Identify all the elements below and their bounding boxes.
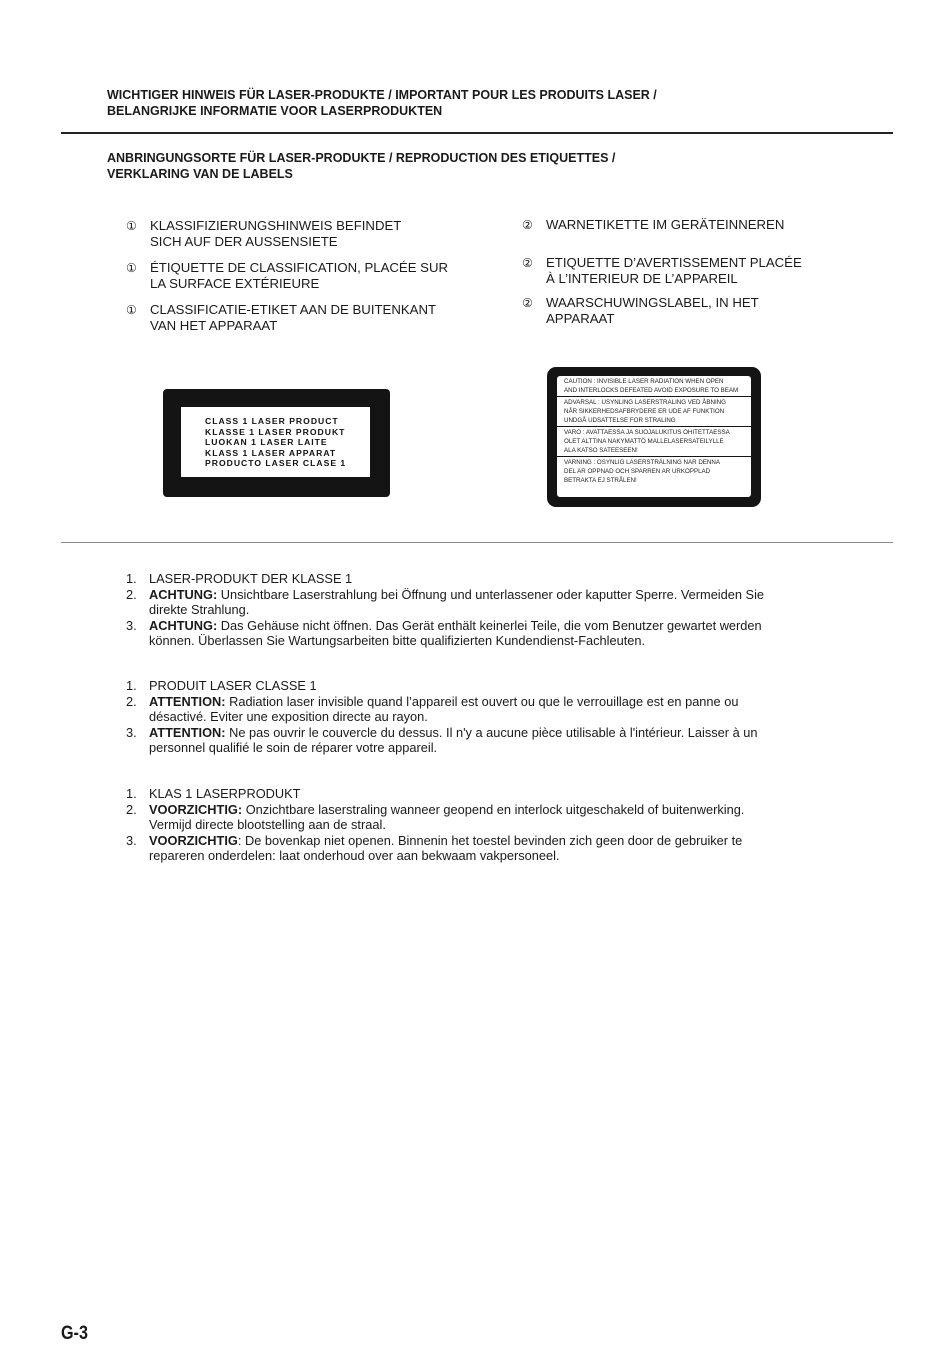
page-title-line-2: BELANGRIJKE INFORMATIE VOOR LASERPRODUKTEN: [107, 103, 443, 118]
note-warning: ACHTUNG:: [149, 586, 218, 602]
note-item: [126, 587, 766, 618]
section-divider: [61, 542, 893, 543]
warning-laser-label-text: [557, 376, 751, 497]
note-item: [126, 571, 766, 587]
note-item: [126, 694, 766, 725]
note-number: 1.: [126, 678, 137, 693]
label-location-item: [126, 302, 486, 334]
class-1-laser-label: [163, 389, 390, 497]
note-warning: ACHTUNG:: [149, 617, 218, 633]
label-location-item: [126, 260, 486, 292]
warning-row: CAUTION : INVISIBLE LASER RADIATION WHEN OPEN AND INTERLOCKS DEFEATED AVOID EXPOSURE TO BEAM: [557, 376, 751, 397]
note-number: 3.: [126, 832, 137, 848]
section-title-line-1: ANBRINGUNGSORTE FÜR LASER-PRODUKTE / REPRODUCTION DES ETIQUETTES /: [107, 151, 616, 165]
note-warning: VOORZICHTIG: [149, 832, 238, 848]
label-location-item: [522, 255, 852, 287]
note-text: : De bovenkap niet openen. Binnenin het toestel bevinden zich geen door de gebruiker te repareren onderdelen: laat onderhoud over aan bekwaam vakpersoneel.: [149, 832, 743, 864]
note-item: [126, 833, 766, 864]
note-text: Unsichtbare Laserstrahlung bei Öffnung und unterlassener oder kaputter Sperre. Vermeiden Sie direkte Strahlung.: [149, 586, 765, 618]
header-divider: [61, 132, 893, 134]
label-location-text: KLASSIFIZIERUNGSHINWEIS BEFINDET SICH AUF DER AUSSENSIETE: [150, 218, 402, 249]
note-text: Das Gehäuse nicht öffnen. Das Gerät enthält keinerlei Teile, die vom Benutzer gewartet werden können. Überlassen Sie Wartungsarbeiten bitte qualifizierten Kundendienst-Fachleuten.: [149, 617, 762, 649]
label-location-text: WAARSCHUWINGSLABEL, IN HET APPARAAT: [546, 295, 759, 326]
note-item: [126, 802, 766, 833]
label-location-text: ÉTIQUETTE DE CLASSIFICATION, PLACÉE SUR LA SURFACE EXTÉRIEURE: [150, 260, 448, 291]
note-number: 2.: [126, 693, 137, 709]
class-label-line: CLASS 1 LASER PRODUCT: [205, 416, 339, 426]
label-marker-1: ①: [126, 303, 137, 317]
note-number: 2.: [126, 801, 137, 817]
label-marker-2: ②: [522, 256, 533, 270]
page-title: [107, 88, 657, 119]
note-number: 3.: [126, 617, 137, 633]
label-location-item: [522, 295, 852, 327]
note-item: [126, 725, 766, 756]
label-locations-left: [126, 218, 486, 344]
note-item: [126, 786, 766, 802]
class-label-line: PRODUCTO LASER CLASE 1: [205, 458, 347, 468]
note-number: 1.: [126, 571, 137, 586]
label-location-text: CLASSIFICATIE-ETIKET AAN DE BUITENKANT VAN HET APPARAAT: [150, 302, 437, 333]
label-marker-1: ①: [126, 219, 137, 233]
label-location-item: [522, 217, 852, 233]
warning-row: ADVARSAL : USYNLING LASERSTRALING VED ÅBNING NÅR SIKKERHEDSAFBRYDERE ER UDE AF FUNKTION UNDGÅ UDSATTELSE FOR STRALING: [557, 397, 751, 427]
label-marker-2: ②: [522, 296, 533, 310]
page-number: G-3: [61, 1323, 88, 1344]
note-text: Onzichtbare laserstraling wanneer geopend en interlock uitgeschakeld of buitenwerking. Vermijd directe blootstelling aan de straal.: [149, 801, 745, 833]
label-location-text: WARNETIKETTE IM GERÄTEINNEREN: [546, 217, 785, 232]
note-number: 2.: [126, 586, 137, 602]
class-label-line: KLASS 1 LASER APPARAT: [205, 447, 337, 458]
notes-french: [126, 678, 766, 756]
note-item: [126, 678, 766, 694]
note-text: KLAS 1 LASERPRODUKT: [149, 786, 301, 801]
warning-laser-label: [547, 367, 761, 507]
note-warning: ATTENTION:: [149, 724, 226, 740]
label-location-item: [126, 218, 486, 250]
warning-row: VARO : AVATTAESSA JA SUOJALUKITUS OHITETTAESSA OLET ALTTINA NAKYMATTÖ MALLELASERSATEILYLLE ALA KATSO SATEESEEN!: [557, 427, 751, 457]
notes-german: [126, 571, 766, 649]
section-title-line-2: VERKLARING VAN DE LABELS: [107, 166, 293, 181]
note-number: 3.: [126, 724, 137, 740]
note-warning: ATTENTION:: [149, 693, 226, 709]
note-text: Radiation laser invisible quand l’appareil est ouvert ou que le verrouillage est en panne ou désactivé. Eviter une exposition directe au rayon.: [149, 693, 739, 725]
note-warning: VOORZICHTIG:: [149, 801, 243, 817]
page-title-line-1: WICHTIGER HINWEIS FÜR LASER-PRODUKTE / IMPORTANT POUR LES PRODUITS LASER /: [107, 88, 657, 102]
section-title: [107, 151, 615, 182]
label-location-text: ETIQUETTE D’AVERTISSEMENT PLACÉE À L’INTERIEUR DE L’APPAREIL: [546, 255, 802, 286]
note-item: [126, 618, 766, 649]
note-text: Ne pas ouvrir le couvercle du dessus. Il n'y a aucune pièce utilisable à l'intérieur. Laisser à un personnel qualifié le soin de réparer votre appareil.: [149, 724, 758, 756]
note-text: PRODUIT LASER CLASSE 1: [149, 678, 317, 693]
class-label-line: KLASSE 1 LASER PRODUKT: [205, 426, 346, 437]
label-locations-right: [522, 217, 852, 337]
note-text: LASER-PRODUKT DER KLASSE 1: [149, 571, 353, 586]
warning-row: VARNING : OSYNLIG LASERSTRÄLNING NAR DENNA DEL AR OPPNAD OCH SPARREN AR URKOPPLAD BETRAKTA EJ STRÅLEN!: [564, 459, 720, 484]
note-number: 1.: [126, 786, 137, 801]
label-marker-1: ①: [126, 261, 137, 275]
class-label-line: LUOKAN 1 LASER LAITE: [205, 437, 328, 447]
label-marker-2: ②: [522, 218, 533, 232]
class-1-laser-label-text: [181, 407, 370, 477]
notes-dutch: [126, 786, 766, 864]
